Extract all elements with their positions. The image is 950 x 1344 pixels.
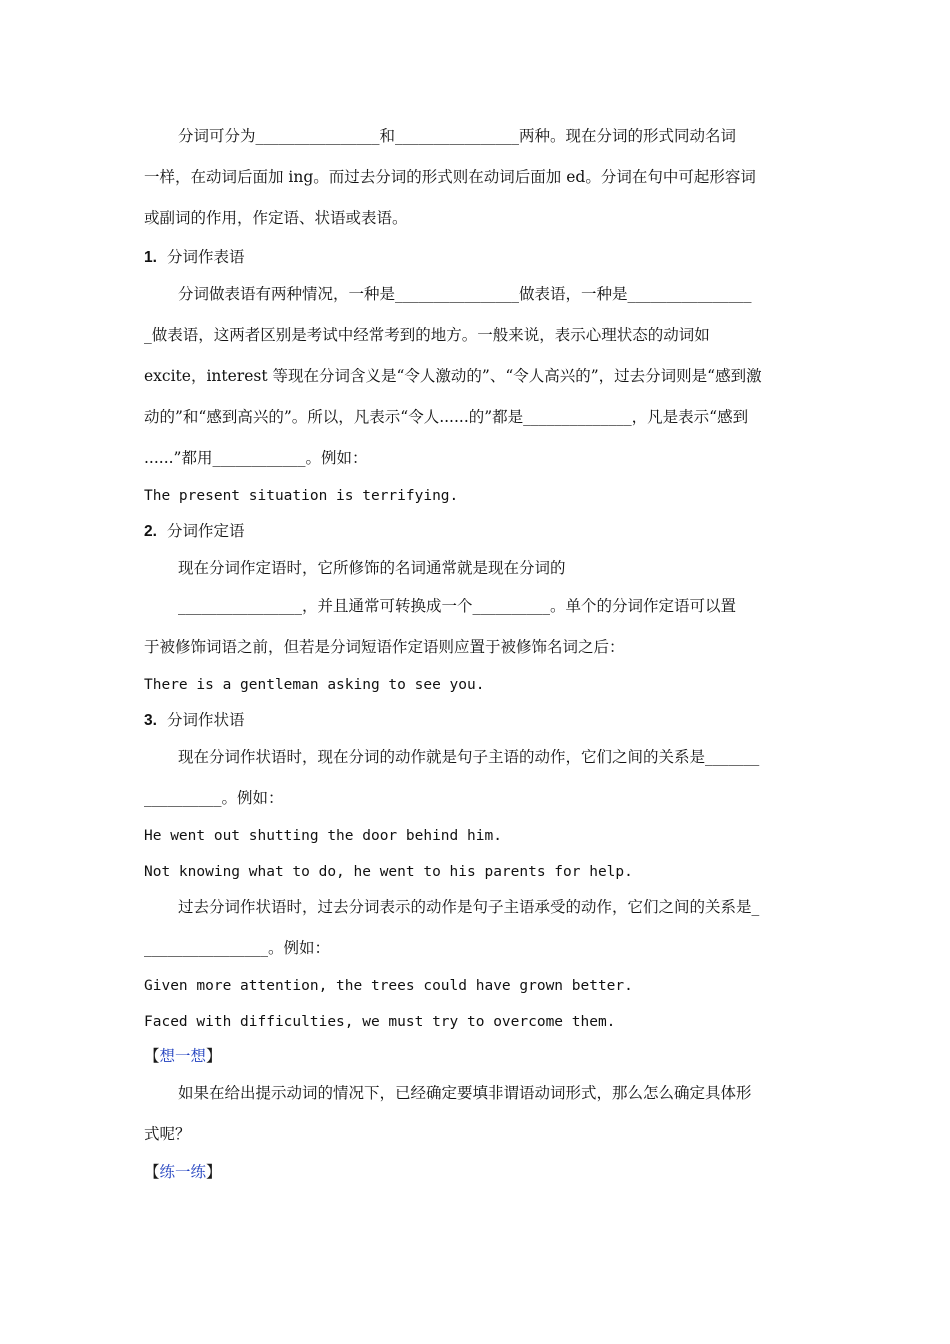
think-line-2: 式呢？ xyxy=(144,1125,191,1143)
section-3-line-2: __________。例如： xyxy=(144,789,284,807)
section-2-title: 分词作定语 xyxy=(166,522,245,540)
section-3-example-2: Not knowing what to do, he went to his parents for help. xyxy=(144,864,633,880)
section-2-number: 2. xyxy=(144,523,157,540)
section-1-example: The present situation is terrifying. xyxy=(144,488,459,504)
practice-heading xyxy=(144,1162,222,1182)
practice-label: 练一练 xyxy=(159,1163,207,1181)
section-1-title: 分词作表语 xyxy=(166,248,245,266)
intro-line-3: 或副词的作用，作定语、状语或表语。 xyxy=(144,209,408,227)
section-2-line-2: ________________，并且通常可转换成一个__________。单个的分词作定语可以置 xyxy=(178,597,737,615)
think-line-1: 如果在给出提示动词的情况下，已经确定要填非谓语动词形式，那么怎么确定具体形 xyxy=(178,1084,752,1102)
section-1-number: 1. xyxy=(144,249,157,266)
section-1-line-5: ......”都用____________。例如： xyxy=(144,449,368,467)
think-bracket-close: 】 xyxy=(206,1047,222,1065)
section-2-line-3: 于被修饰词语之前，但若是分词短语作定语则应置于被修饰名词之后： xyxy=(144,638,625,656)
section-3-number: 3. xyxy=(144,712,157,729)
intro-line-1: 分词可分为________________和________________两种。现在分词的形式同动名词 xyxy=(178,127,737,145)
section-1-heading xyxy=(144,247,244,268)
section-3-example-4: Faced with difficulties, we must try to overcome them. xyxy=(144,1014,616,1030)
think-label: 想一想 xyxy=(159,1047,207,1065)
think-bracket-open: 【 xyxy=(144,1047,160,1065)
think-heading xyxy=(144,1046,222,1066)
section-1-line-1: 分词做表语有两种情况，一种是________________做表语，一种是________________ xyxy=(178,285,752,303)
section-1-line-4: 动的”和“感到高兴的”。所以，凡表示“令人......的”都是______________，凡是表示“感到 xyxy=(144,408,749,426)
section-3-title: 分词作状语 xyxy=(166,711,245,729)
section-3-line-3: 过去分词作状语时，过去分词表示的动作是句子主语承受的动作，它们之间的关系是_ xyxy=(178,898,760,916)
practice-bracket-open: 【 xyxy=(144,1163,160,1181)
section-1-line-3: excite，interest 等现在分词含义是“令人激动的”、“令人高兴的”，过去分词则是“感到激 xyxy=(144,367,762,385)
section-2-line-1: 现在分词作定语时，它所修饰的名词通常就是现在分词的 xyxy=(178,559,566,577)
section-2-heading xyxy=(144,521,244,542)
section-3-line-4: ________________。例如： xyxy=(144,939,331,957)
section-3-example-3: Given more attention, the trees could have grown better. xyxy=(144,978,633,994)
section-3-heading xyxy=(144,710,244,731)
section-1-line-2: _做表语，这两者区别是考试中经常考到的地方。一般来说，表示心理状态的动词如 xyxy=(144,326,710,344)
intro-line-2: 一样，在动词后面加 ing。而过去分词的形式则在动词后面加 ed。分词在句中可起形容词 xyxy=(144,168,756,186)
section-3-line-1: 现在分词作状语时，现在分词的动作就是句子主语的动作，它们之间的关系是_______ xyxy=(178,748,760,766)
section-2-example: There is a gentleman asking to see you. xyxy=(144,677,485,693)
practice-bracket-close: 】 xyxy=(206,1163,222,1181)
section-3-example-1: He went out shutting the door behind him. xyxy=(144,828,502,844)
